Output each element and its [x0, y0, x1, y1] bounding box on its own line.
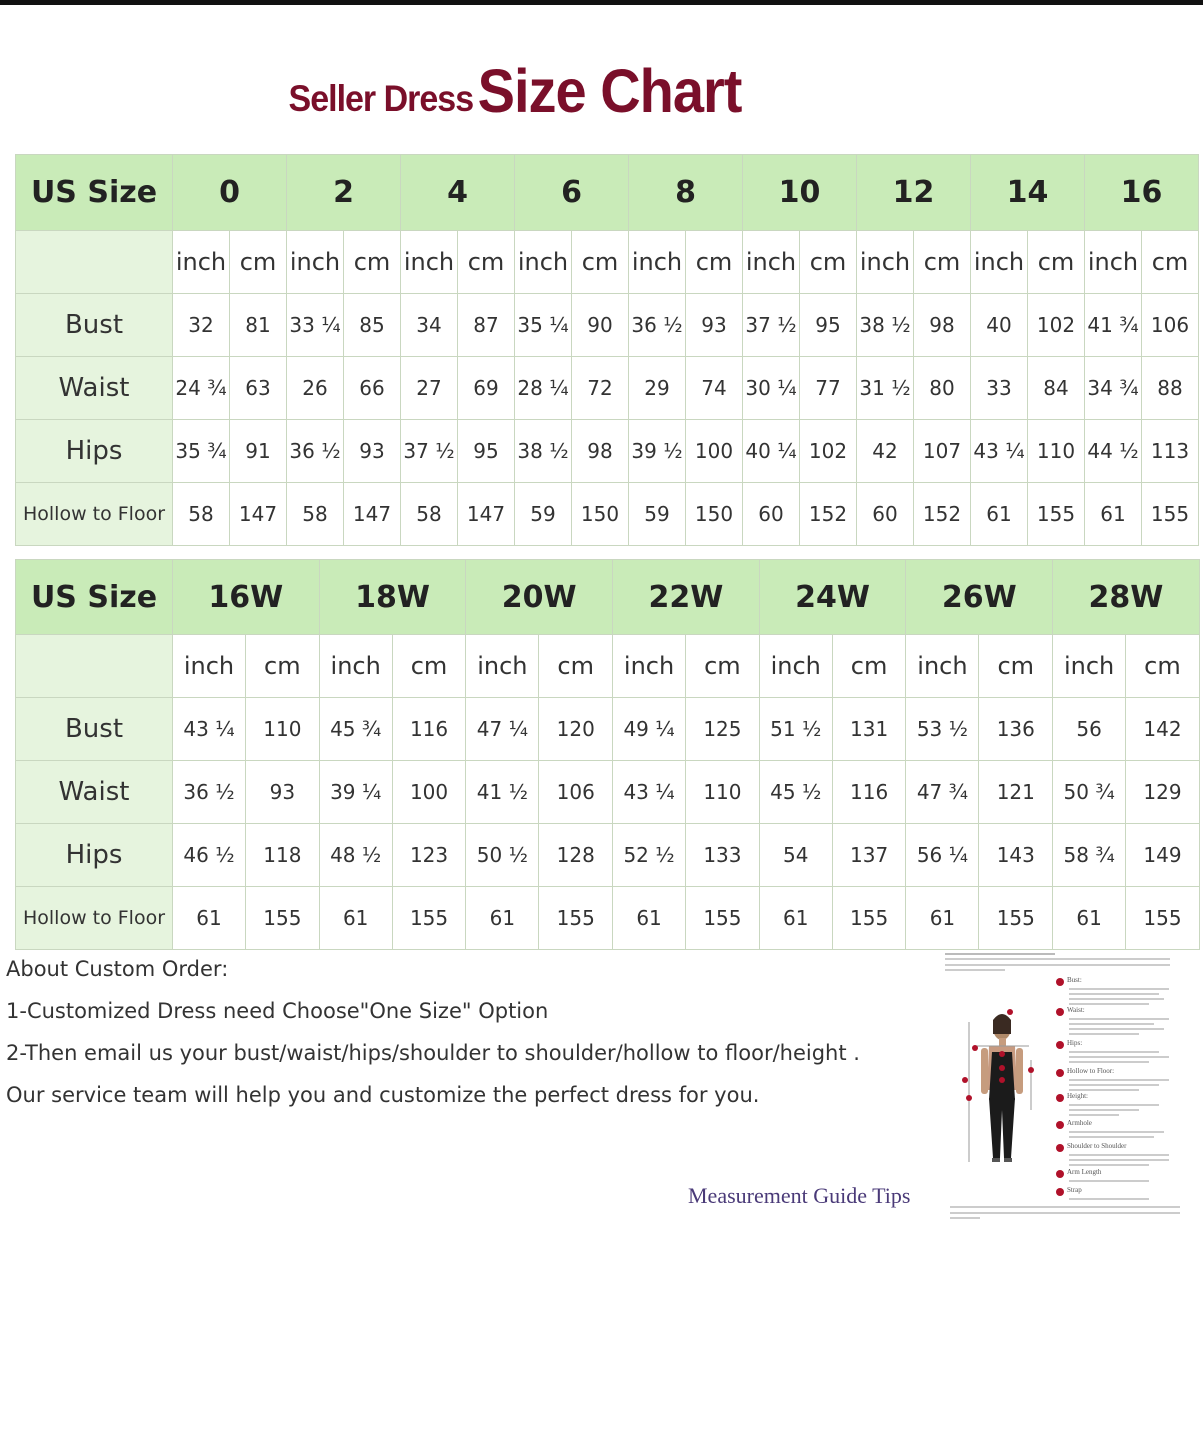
- unit-row: [16, 231, 1199, 294]
- cell-hips-inch: 43 ¼: [971, 420, 1028, 483]
- cell-hollow-to-floor-cm: 155: [246, 887, 320, 950]
- table-row-bust: [16, 698, 1200, 761]
- row-label-bust: Bust: [16, 294, 173, 357]
- row-label-hollow-to-floor: Hollow to Floor: [16, 887, 173, 950]
- cell-waist-cm: 77: [800, 357, 857, 420]
- size-header-24w: 24W: [759, 560, 906, 635]
- title-part1: Seller Dress: [288, 78, 474, 120]
- cell-waist-inch: 47 ¾: [906, 761, 979, 824]
- cell-hollow-to-floor-cm: 155: [1142, 483, 1199, 546]
- cell-bust-inch: 40: [971, 294, 1028, 357]
- unit-inch: inch: [1053, 635, 1126, 698]
- cell-hollow-to-floor-inch: 61: [1085, 483, 1142, 546]
- unit-inch: inch: [1085, 231, 1142, 294]
- page-title: [0, 55, 1030, 126]
- cell-waist-inch: 41 ½: [466, 761, 539, 824]
- guide-item-arm-length: Arm Length: [1067, 1168, 1102, 1176]
- size-header-28w: 28W: [1053, 560, 1200, 635]
- cell-hips-cm: 91: [230, 420, 287, 483]
- cell-waist-inch: 45 ½: [759, 761, 832, 824]
- cell-bust-cm: 93: [686, 294, 743, 357]
- cell-hollow-to-floor-inch: 58: [287, 483, 344, 546]
- guide-item-height: Height:: [1067, 1092, 1088, 1100]
- cell-waist-cm: 88: [1142, 357, 1199, 420]
- cell-hollow-to-floor-cm: 150: [572, 483, 629, 546]
- cell-waist-cm: 74: [686, 357, 743, 420]
- cell-bust-cm: 131: [832, 698, 906, 761]
- cell-hollow-to-floor-cm: 147: [458, 483, 515, 546]
- unit-cm: cm: [1142, 231, 1199, 294]
- cell-waist-cm: 66: [344, 357, 401, 420]
- cell-hollow-to-floor-inch: 60: [857, 483, 914, 546]
- unit-inch: inch: [971, 231, 1028, 294]
- cell-waist-cm: 93: [246, 761, 320, 824]
- unit-cm: cm: [539, 635, 613, 698]
- cell-bust-inch: 37 ½: [743, 294, 800, 357]
- cell-hollow-to-floor-cm: 155: [832, 887, 906, 950]
- cell-bust-inch: 53 ½: [906, 698, 979, 761]
- size-header-22w: 22W: [613, 560, 760, 635]
- unit-row: [16, 635, 1200, 698]
- custom-order-line3: Our service team will help you and customize the perfect dress for you.: [6, 1083, 760, 1107]
- cell-hollow-to-floor-cm: 150: [686, 483, 743, 546]
- cell-bust-inch: 56: [1053, 698, 1126, 761]
- size-header-18w: 18W: [319, 560, 466, 635]
- cell-hollow-to-floor-inch: 61: [971, 483, 1028, 546]
- cell-hips-inch: 44 ½: [1085, 420, 1142, 483]
- cell-hollow-to-floor-inch: 60: [743, 483, 800, 546]
- cell-bust-inch: 43 ¼: [173, 698, 246, 761]
- cell-hips-cm: 102: [800, 420, 857, 483]
- row-label-hollow-to-floor: Hollow to Floor: [16, 483, 173, 546]
- cell-hollow-to-floor-inch: 61: [613, 887, 686, 950]
- unit-inch: inch: [759, 635, 832, 698]
- table-row-hollow-to-floor: [16, 483, 1199, 546]
- measurement-figure-icon: [945, 950, 1195, 1222]
- unit-inch: inch: [613, 635, 686, 698]
- cell-hips-cm: 107: [914, 420, 971, 483]
- cell-bust-cm: 95: [800, 294, 857, 357]
- cell-hollow-to-floor-cm: 147: [230, 483, 287, 546]
- cell-hips-cm: 113: [1142, 420, 1199, 483]
- cell-hollow-to-floor-inch: 61: [173, 887, 246, 950]
- unit-inch: inch: [743, 231, 800, 294]
- unit-inch: inch: [629, 231, 686, 294]
- guide-item-hollow: Hollow to Floor:: [1067, 1067, 1115, 1075]
- cell-waist-cm: 63: [230, 357, 287, 420]
- cell-hips-inch: 56 ¼: [906, 824, 979, 887]
- cell-hollow-to-floor-inch: 58: [173, 483, 230, 546]
- unit-cm: cm: [832, 635, 906, 698]
- cell-hips-inch: 46 ½: [173, 824, 246, 887]
- title-part2: Size Chart: [477, 55, 742, 126]
- cell-hips-inch: 42: [857, 420, 914, 483]
- size-header-12: 12: [857, 155, 971, 231]
- unit-inch: inch: [515, 231, 572, 294]
- measurement-guide-link[interactable]: Measurement Guide Tips: [688, 1183, 911, 1208]
- cell-bust-inch: 35 ¼: [515, 294, 572, 357]
- size-header-20w: 20W: [466, 560, 613, 635]
- cell-waist-inch: 50 ¾: [1053, 761, 1126, 824]
- cell-hollow-to-floor-cm: 155: [686, 887, 760, 950]
- cell-bust-cm: 120: [539, 698, 613, 761]
- cell-hollow-to-floor-inch: 61: [319, 887, 392, 950]
- guide-item-bust: Bust:: [1067, 976, 1082, 984]
- unit-cm: cm: [572, 231, 629, 294]
- unit-label-blank: [16, 231, 173, 294]
- cell-hollow-to-floor-inch: 61: [1053, 887, 1126, 950]
- row-label-waist: Waist: [16, 357, 173, 420]
- cell-bust-cm: 85: [344, 294, 401, 357]
- cell-bust-cm: 110: [246, 698, 320, 761]
- unit-cm: cm: [246, 635, 320, 698]
- cell-bust-inch: 33 ¼: [287, 294, 344, 357]
- cell-bust-inch: 41 ¾: [1085, 294, 1142, 357]
- cell-hips-inch: 54: [759, 824, 832, 887]
- cell-waist-inch: 24 ¾: [173, 357, 230, 420]
- us-size-label: US Size: [16, 560, 173, 635]
- cell-hollow-to-floor-cm: 152: [914, 483, 971, 546]
- unit-inch: inch: [401, 231, 458, 294]
- unit-inch: inch: [319, 635, 392, 698]
- size-header-26w: 26W: [906, 560, 1053, 635]
- cell-bust-inch: 51 ½: [759, 698, 832, 761]
- cell-waist-cm: 121: [979, 761, 1053, 824]
- cell-hips-inch: 38 ½: [515, 420, 572, 483]
- cell-bust-inch: 49 ¼: [613, 698, 686, 761]
- cell-hollow-to-floor-inch: 59: [629, 483, 686, 546]
- cell-hips-cm: 95: [458, 420, 515, 483]
- unit-inch: inch: [857, 231, 914, 294]
- guide-item-strap: Strap: [1067, 1186, 1082, 1194]
- unit-inch: inch: [173, 231, 230, 294]
- cell-bust-cm: 87: [458, 294, 515, 357]
- size-header-16w: 16W: [173, 560, 320, 635]
- cell-hips-cm: 98: [572, 420, 629, 483]
- cell-hips-cm: 137: [832, 824, 906, 887]
- cell-hips-cm: 110: [1028, 420, 1085, 483]
- cell-waist-inch: 36 ½: [173, 761, 246, 824]
- size-table-plus: [15, 559, 1200, 950]
- cell-bust-inch: 34: [401, 294, 458, 357]
- unit-cm: cm: [1126, 635, 1200, 698]
- size-table-regular: [15, 154, 1199, 546]
- cell-waist-cm: 72: [572, 357, 629, 420]
- row-label-waist: Waist: [16, 761, 173, 824]
- cell-hollow-to-floor-inch: 61: [906, 887, 979, 950]
- custom-order-line2: 2-Then email us your bust/waist/hips/shoulder to shoulder/hollow to floor/height .: [6, 1041, 860, 1065]
- cell-hips-inch: 39 ½: [629, 420, 686, 483]
- cell-hips-inch: 50 ½: [466, 824, 539, 887]
- size-header-16: 16: [1085, 155, 1199, 231]
- cell-bust-cm: 81: [230, 294, 287, 357]
- cell-hollow-to-floor-inch: 61: [466, 887, 539, 950]
- unit-cm: cm: [914, 231, 971, 294]
- cell-hips-inch: 36 ½: [287, 420, 344, 483]
- row-label-bust: Bust: [16, 698, 173, 761]
- unit-cm: cm: [686, 635, 760, 698]
- cell-hollow-to-floor-inch: 61: [759, 887, 832, 950]
- cell-hips-inch: 52 ½: [613, 824, 686, 887]
- size-header-row: [16, 155, 1199, 231]
- cell-bust-inch: 45 ¾: [319, 698, 392, 761]
- cell-hollow-to-floor-cm: 155: [392, 887, 466, 950]
- cell-hollow-to-floor-inch: 58: [401, 483, 458, 546]
- size-header-14: 14: [971, 155, 1085, 231]
- unit-label-blank: [16, 635, 173, 698]
- cell-waist-cm: 69: [458, 357, 515, 420]
- cell-hollow-to-floor-cm: 155: [979, 887, 1053, 950]
- size-header-0: 0: [173, 155, 287, 231]
- unit-cm: cm: [458, 231, 515, 294]
- cell-hollow-to-floor-cm: 155: [539, 887, 613, 950]
- row-label-hips: Hips: [16, 824, 173, 887]
- cell-hips-cm: 100: [686, 420, 743, 483]
- cell-bust-cm: 98: [914, 294, 971, 357]
- unit-cm: cm: [344, 231, 401, 294]
- unit-cm: cm: [1028, 231, 1085, 294]
- cell-waist-inch: 30 ¼: [743, 357, 800, 420]
- cell-hips-cm: 133: [686, 824, 760, 887]
- cell-hips-inch: 35 ¾: [173, 420, 230, 483]
- cell-bust-inch: 32: [173, 294, 230, 357]
- size-header-4: 4: [401, 155, 515, 231]
- cell-hollow-to-floor-cm: 147: [344, 483, 401, 546]
- cell-hips-cm: 118: [246, 824, 320, 887]
- table-row-bust: [16, 294, 1199, 357]
- cell-waist-inch: 39 ¼: [319, 761, 392, 824]
- cell-waist-cm: 84: [1028, 357, 1085, 420]
- custom-order-line1: 1-Customized Dress need Choose"One Size" Option: [6, 999, 549, 1023]
- cell-waist-cm: 106: [539, 761, 613, 824]
- cell-bust-cm: 102: [1028, 294, 1085, 357]
- cell-waist-cm: 100: [392, 761, 466, 824]
- unit-cm: cm: [230, 231, 287, 294]
- guide-item-shoulder: Shoulder to Shoulder: [1067, 1142, 1127, 1150]
- unit-cm: cm: [686, 231, 743, 294]
- cell-hips-inch: 48 ½: [319, 824, 392, 887]
- cell-waist-inch: 34 ¾: [1085, 357, 1142, 420]
- cell-bust-cm: 90: [572, 294, 629, 357]
- unit-inch: inch: [466, 635, 539, 698]
- cell-bust-cm: 116: [392, 698, 466, 761]
- cell-hips-cm: 149: [1126, 824, 1200, 887]
- cell-bust-inch: 36 ½: [629, 294, 686, 357]
- cell-hollow-to-floor-cm: 155: [1126, 887, 1200, 950]
- cell-hips-inch: 58 ¾: [1053, 824, 1126, 887]
- cell-waist-cm: 129: [1126, 761, 1200, 824]
- unit-cm: cm: [392, 635, 466, 698]
- cell-hollow-to-floor-inch: 59: [515, 483, 572, 546]
- table-row-hips: [16, 420, 1199, 483]
- cell-waist-cm: 116: [832, 761, 906, 824]
- unit-inch: inch: [287, 231, 344, 294]
- cell-waist-inch: 33: [971, 357, 1028, 420]
- cell-waist-inch: 27: [401, 357, 458, 420]
- cell-bust-cm: 106: [1142, 294, 1199, 357]
- us-size-label: US Size: [16, 155, 173, 231]
- cell-hips-cm: 143: [979, 824, 1053, 887]
- table-row-waist: [16, 761, 1200, 824]
- guide-item-waist: Waist:: [1067, 1006, 1085, 1014]
- size-header-row: [16, 560, 1200, 635]
- cell-bust-inch: 47 ¼: [466, 698, 539, 761]
- custom-order-heading: About Custom Order:: [6, 957, 229, 981]
- row-label-hips: Hips: [16, 420, 173, 483]
- cell-hips-cm: 93: [344, 420, 401, 483]
- unit-cm: cm: [979, 635, 1053, 698]
- table-row-hollow-to-floor: [16, 887, 1200, 950]
- table-row-hips: [16, 824, 1200, 887]
- custom-order-section: [6, 952, 860, 1120]
- cell-waist-inch: 31 ½: [857, 357, 914, 420]
- size-header-8: 8: [629, 155, 743, 231]
- guide-item-hips: Hips:: [1067, 1039, 1083, 1047]
- cell-hips-cm: 128: [539, 824, 613, 887]
- cell-bust-cm: 142: [1126, 698, 1200, 761]
- cell-hips-cm: 123: [392, 824, 466, 887]
- cell-hollow-to-floor-cm: 155: [1028, 483, 1085, 546]
- guide-item-armhole: Armhole: [1067, 1119, 1092, 1127]
- cell-bust-cm: 136: [979, 698, 1053, 761]
- cell-hips-inch: 40 ¼: [743, 420, 800, 483]
- unit-inch: inch: [906, 635, 979, 698]
- unit-cm: cm: [800, 231, 857, 294]
- cell-waist-inch: 26: [287, 357, 344, 420]
- cell-waist-cm: 80: [914, 357, 971, 420]
- cell-hips-inch: 37 ½: [401, 420, 458, 483]
- cell-waist-inch: 43 ¼: [613, 761, 686, 824]
- cell-bust-inch: 38 ½: [857, 294, 914, 357]
- measurement-guide-image: [945, 950, 1195, 1222]
- unit-inch: inch: [173, 635, 246, 698]
- cell-waist-cm: 110: [686, 761, 760, 824]
- size-header-10: 10: [743, 155, 857, 231]
- cell-bust-cm: 125: [686, 698, 760, 761]
- cell-waist-inch: 29: [629, 357, 686, 420]
- cell-waist-inch: 28 ¼: [515, 357, 572, 420]
- top-border: [0, 0, 1203, 5]
- cell-hollow-to-floor-cm: 152: [800, 483, 857, 546]
- size-header-6: 6: [515, 155, 629, 231]
- size-header-2: 2: [287, 155, 401, 231]
- table-row-waist: [16, 357, 1199, 420]
